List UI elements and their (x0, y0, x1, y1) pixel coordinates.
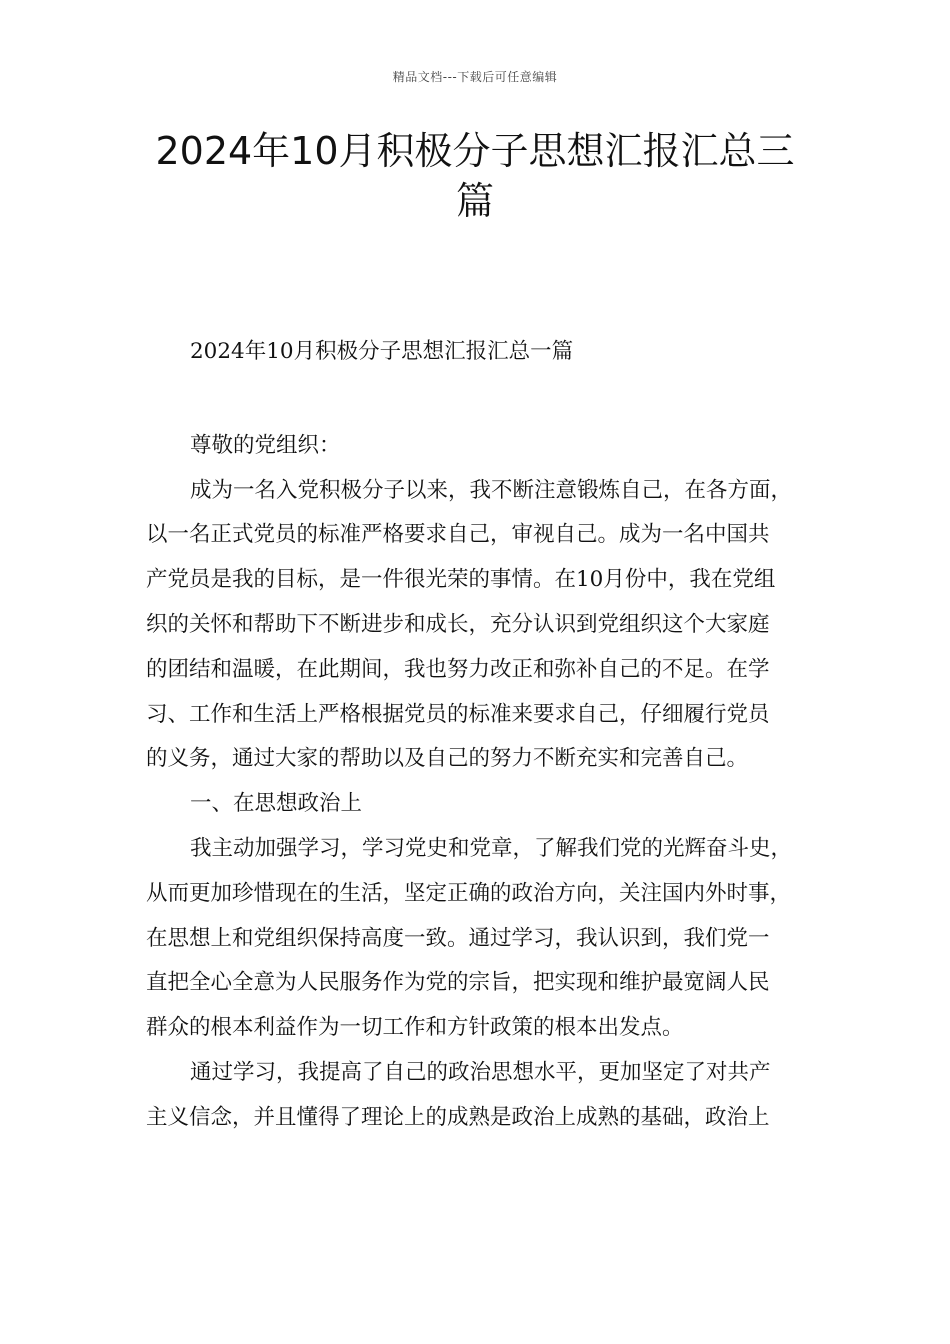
paragraph-line: 主义信念，并且懂得了理论上的成熟是政治上成熟的基础，政治上 (146, 1104, 770, 1130)
paragraph-2 (146, 827, 836, 1051)
paragraph-line: 以一名正式党员的标准严格要求自己，审视自己。成为一名中国共 (146, 522, 770, 548)
paragraph-line: 在思想上和党组织保持高度一致。通过学习，我认识到，我们党一 (146, 925, 770, 951)
paragraph-line: 织的关怀和帮助下不断进步和成长，充分认识到党组织这个大家庭 (146, 611, 770, 637)
paragraph-line: 的义务，通过大家的帮助以及自己的努力不断充实和完善自己。 (146, 746, 749, 772)
paragraph-line: 成为一名入党积极分子以来，我不断注意锻炼自己，在各方面， (190, 477, 793, 503)
paragraph-3 (146, 1051, 836, 1141)
title-line-1: 2024年10月积极分子思想汇报汇总三 (155, 129, 795, 173)
section-subtitle: 2024年10月积极分子思想汇报汇总一篇 (190, 339, 574, 364)
paragraph-line: 习、工作和生活上严格根据党员的标准来要求自己，仔细履行党员 (146, 701, 770, 727)
paragraph-line: 群众的根本利益作为一切工作和方针政策的根本出发点。 (146, 1015, 684, 1041)
document-body (146, 330, 836, 1141)
paragraph-line: 我主动加强学习，学习党史和党章，了解我们党的光辉奋斗史， (190, 835, 793, 861)
salutation: 尊敬的党组织： (190, 432, 341, 458)
section-heading: 一、在思想政治上 (190, 791, 363, 817)
title-line-2: 篇 (455, 179, 494, 223)
paragraph-1 (146, 469, 836, 783)
document-title (130, 126, 820, 226)
paragraph-line: 从而更加珍惜现在的生活，坚定正确的政治方向，关注国内外时事， (146, 880, 792, 906)
spacer (146, 375, 836, 424)
paragraph-line: 产党员是我的目标，是一件很光荣的事情。在10月份中，我在党组 (146, 567, 776, 593)
paragraph-line: 的团结和温暖，在此期间，我也努力改正和弥补自己的不足。在学 (146, 656, 770, 682)
paragraph-line: 通过学习，我提高了自己的政治思想水平，更加坚定了对共产 (190, 1059, 771, 1085)
paragraph-line: 直把全心全意为人民服务作为党的宗旨，把实现和维护最宽阔人民 (146, 970, 770, 996)
page-header: 精品文档---下载后可任意编辑 (392, 70, 558, 84)
